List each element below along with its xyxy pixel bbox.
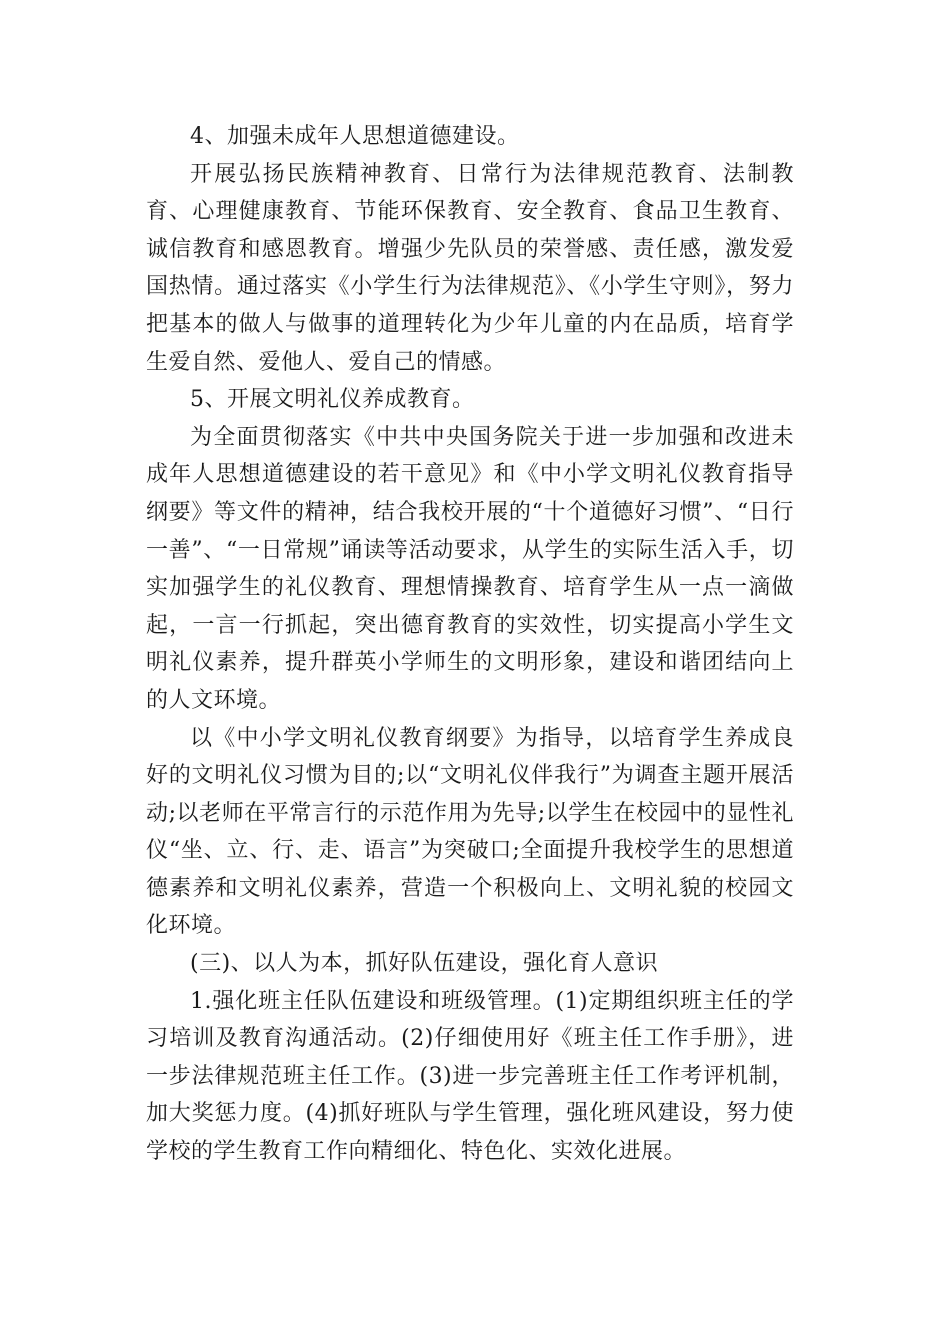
heading-section-3: (三)、以人为本，抓好队伍建设，强化育人意识 <box>190 951 659 977</box>
paragraph-etiquette-guidance: 以《中小学文明礼仪教育纲要》为指导，以培育学生养成良好的文明礼仪习惯为目的;以“文明礼仪伴我行”为调查主题开展活动;以老师在平常言行的示范作用为先导;以学生在校园中的显性礼仪“坐、立、行、走、语言”为突破口;全面提升我校学生的思想道德素养和文明礼仪素养，营造一个积极向上、文明礼貌的校园文化环境。 <box>146 725 794 939</box>
document-body <box>146 118 794 1171</box>
heading-item-5: 5、开展文明礼仪养成教育。 <box>190 387 475 413</box>
heading-item-4: 4、加强未成年人思想道德建设。 <box>190 124 520 149</box>
paragraph-moral-education: 开展弘扬民族精神教育、日常行为法律规范教育、法制教育、心理健康教育、节能环保教育、安全教育、食品卫生教育、诚信教育和感恩教育。增强少先队员的荣誉感、责任感，激发爱国热情。通过落实《小学生行为法律规范》、《小学生守则》，努力把基本的做人与做事的道理转化为少年儿童的内在品质，培育学生爱自然、爱他人、爱自己的情感。 <box>146 161 794 375</box>
paragraph-class-teacher-management: 1.强化班主任队伍建设和班级管理。(1)定期组织班主任的学习培训及教育沟通活动。(2)仔细使用好《班主任工作手册》，进一步法律规范班主任工作。(3)进一步完善班主任工作考评机制，加大奖惩力度。(4)抓好班队与学生管理，强化班风建设，努力使学校的学生教育工作向精细化、特色化、实效化进展。 <box>146 988 794 1165</box>
paragraph-etiquette-implementation: 为全面贯彻落实《中共中央国务院关于进一步加强和改进未成年人思想道德建设的若干意见》和《中小学文明礼仪教育指导纲要》等文件的精神，结合我校开展的“十个道德好习惯”、“日行一善”、“一日常规”诵读等活动要求，从学生的实际生活入手，切实加强学生的礼仪教育、理想情操教育、培育学生从一点一滴做起，一言一行抓起，突出德育教育的实效性，切实提高小学生文明礼仪素养，提升群英小学师生的文明形象，建设和谐团结向上的人文环境。 <box>146 424 794 713</box>
